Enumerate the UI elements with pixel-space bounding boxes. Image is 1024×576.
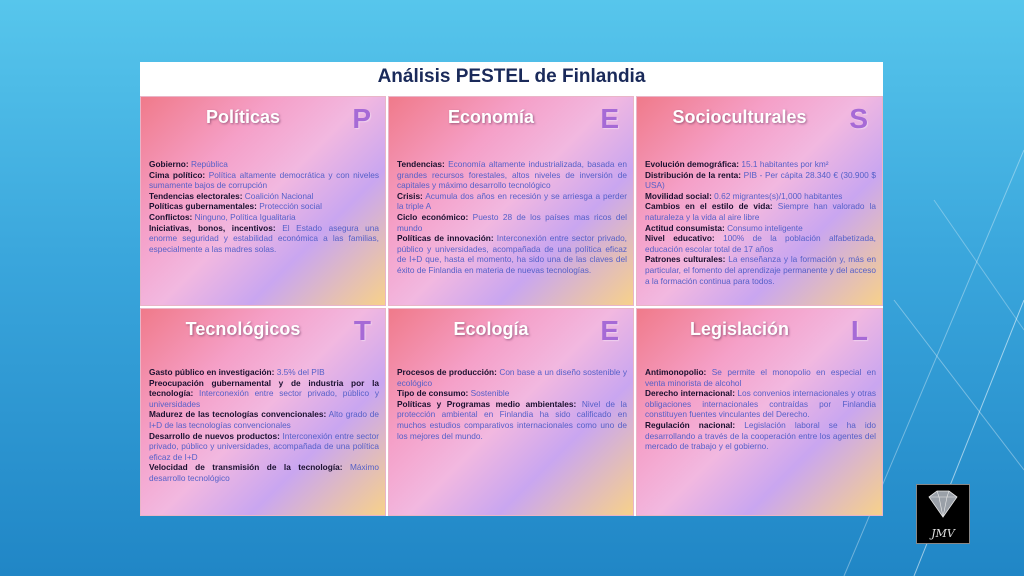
- cell-letter: T: [353, 315, 371, 346]
- cell-letter: P: [352, 103, 371, 134]
- item-key: Tendencias:: [397, 159, 445, 169]
- cell-item: [397, 191, 627, 212]
- cell-body: [397, 367, 627, 441]
- cell-title: Tecnológicos: [185, 319, 301, 339]
- cell-item: [149, 378, 379, 410]
- item-value: Alto grado de I+D de las tecnologías convencionales: [149, 409, 379, 430]
- cell-header: [141, 105, 385, 135]
- item-key: Cima político:: [149, 169, 206, 180]
- item-key: Distribución de la renta:: [645, 169, 741, 180]
- item-value: Acumula dos años en recesión y se arriesga a perder la triple A: [397, 190, 627, 212]
- cell-letter: E: [600, 103, 619, 134]
- cell-item: [149, 191, 379, 202]
- cell-item: [149, 201, 379, 212]
- item-key: Tendencias electorales:: [149, 190, 243, 201]
- item-key: Políticas gubernamentales:: [149, 201, 257, 212]
- cell-economia: [388, 96, 634, 306]
- item-key: Actitud consumista:: [645, 222, 725, 233]
- cell-item: [645, 367, 876, 388]
- cell-item: [645, 159, 876, 170]
- item-value: Consumo inteligente: [727, 222, 803, 233]
- cell-item: [149, 212, 379, 223]
- cell-item: [149, 409, 379, 430]
- item-key: Evolución demográfica:: [645, 159, 740, 169]
- cell-header: [389, 317, 633, 347]
- item-key: Políticas de innovación:: [397, 233, 494, 244]
- item-key: Crisis:: [397, 190, 423, 201]
- item-key: Iniciativas, bonos, incentivos:: [149, 222, 276, 233]
- item-key: Regulación nacional:: [645, 419, 736, 430]
- item-key: Tipo de consumo:: [397, 388, 469, 399]
- item-value: Los convenios internacionales y otras obligaciones internacionales contraídas por Finlandia constituyen fuentes vinculantes del Derecho.: [645, 388, 876, 420]
- cell-title: Políticas: [205, 107, 281, 127]
- cell-item: [645, 254, 876, 286]
- cell-politicas: [140, 96, 386, 306]
- item-key: Antimonopolio:: [645, 367, 707, 377]
- item-value: Interconexión entre sector privado, público y universidades, acompañada de una política eficaz de I+D que, hasta el momento, ha sido una de las claves del éxito de Finlandia en materia de nuevas tecnologías.: [397, 233, 627, 275]
- item-key: Madurez de las tecnologías convencionales:: [149, 409, 327, 420]
- item-value: Coalición Nacional: [244, 190, 314, 201]
- cell-title: Ecología: [453, 319, 529, 339]
- diamond-icon: [917, 485, 969, 525]
- item-key: Conflictos:: [149, 211, 193, 222]
- cell-socioculturales: [636, 96, 883, 306]
- pestel-slide: [140, 62, 883, 516]
- cell-item: [149, 223, 379, 255]
- item-value: Protección social: [259, 201, 322, 212]
- item-key: Derecho internacional:: [645, 388, 735, 399]
- cell-item: [645, 201, 876, 222]
- cell-header: [141, 317, 385, 347]
- item-value: Siempre han valorado la naturaleza y la vida al aire libre: [645, 201, 877, 222]
- item-value: Economía altamente industrializada, basada en grandes recursos forestales, altos niveles de inversión de capitales y máximo desarrollo tecnológico: [397, 159, 627, 191]
- cell-item: [645, 420, 876, 452]
- item-value: Máximo desarrollo tecnológico: [149, 462, 379, 483]
- item-key: Desarrollo de nuevos productos:: [149, 430, 280, 441]
- item-value: 100% de la población alfabetizada, educación escolar total de 17 años: [645, 233, 876, 254]
- cell-item: [645, 223, 876, 234]
- item-value: El Estado asegura una enorme seguridad y estabilidad económica a las familias, especialmente a las madres solas.: [149, 222, 380, 254]
- cell-title: Legislación: [689, 319, 790, 339]
- cell-item: [397, 159, 627, 191]
- cell-letter: S: [849, 103, 868, 134]
- item-key: Velocidad de transmisión de la tecnología:: [149, 462, 343, 473]
- cell-letter: E: [600, 315, 619, 346]
- cell-body: [149, 367, 379, 484]
- cell-legislacion: [636, 308, 883, 516]
- cell-item: [645, 233, 876, 254]
- cell-body: [645, 159, 876, 286]
- item-value: 15.1 habitantes por km²: [741, 159, 829, 169]
- item-value: República: [190, 159, 228, 169]
- cell-item: [645, 191, 876, 202]
- jmv-logo: [916, 484, 970, 544]
- item-key: Nivel educativo:: [645, 233, 715, 244]
- item-value: PIB - Per cápita 28.340 € (30.900 $ USA): [645, 169, 876, 191]
- item-value: La enseñanza y la formación y, más en particular, el fomento del aprendizaje permanente y del acceso a la formación continua para todos.: [645, 254, 876, 286]
- item-key: Gasto público en investigación:: [149, 367, 275, 377]
- slide-title: Análisis PESTEL de Finlandia: [140, 62, 883, 92]
- cell-item: [397, 367, 627, 388]
- item-key: Políticas y Programas medio ambientales:: [397, 398, 577, 409]
- cell-item: [397, 388, 627, 399]
- cell-item: [397, 233, 627, 275]
- item-value: Interconexión entre sector privado, público y universidades, acompañada de una política eficaz de I+D: [149, 430, 379, 462]
- cell-body: [149, 159, 379, 254]
- cell-header: [389, 105, 633, 135]
- cell-header: [637, 317, 882, 347]
- item-key: Ciclo económico:: [397, 211, 469, 222]
- cell-item: [397, 399, 627, 441]
- item-key: Cambios en el estilo de vida:: [645, 201, 773, 212]
- cell-header: [637, 105, 882, 135]
- logo-text: JMV: [931, 527, 955, 540]
- item-key: Movilidad social:: [645, 190, 712, 201]
- cell-letter: L: [850, 315, 868, 346]
- cell-item: [645, 170, 876, 191]
- cell-title: Economía: [447, 107, 535, 127]
- item-value: Sostenible: [470, 388, 510, 399]
- item-key: Patrones culturales:: [645, 254, 726, 265]
- cell-item: [149, 367, 379, 378]
- cell-ecologia: [388, 308, 634, 516]
- item-value: Ninguno, Política Igualitaria: [194, 211, 296, 222]
- item-value: 0.62 migrantes(s)/1,000 habitantes: [714, 190, 843, 201]
- item-key: Preocupación gubernamental y de industria por la tecnología:: [149, 377, 379, 399]
- item-key: Procesos de producción:: [397, 367, 497, 377]
- cell-item: [149, 431, 379, 463]
- item-value: Puesto 28 de los países mas ricos del mundo: [397, 211, 628, 233]
- item-value: Política altamente democrática y con niveles sumamente bajos de corrupción: [149, 169, 379, 191]
- cell-body: [645, 367, 876, 452]
- cell-item: [149, 170, 379, 191]
- cell-item: [149, 159, 379, 170]
- cell-item: [149, 462, 379, 483]
- cell-item: [397, 212, 627, 233]
- cell-body: [397, 159, 627, 276]
- item-value: Se permite el monopolio en especial en venta minorista de alcohol: [645, 367, 876, 388]
- item-value: Con base a un diseño sostenible y ecológico: [397, 367, 628, 388]
- item-key: Gobierno:: [149, 159, 189, 169]
- item-value: Legislación laboral se ha ido desarrollando a través de la cooperación entre los agentes del mercado de trabajo y el gobierno.: [645, 419, 876, 452]
- item-value: Interconexión entre sector privado, público y universidades: [149, 388, 379, 409]
- cell-title: Socioculturales: [672, 107, 807, 127]
- item-value: Nivel de la protección ambiental en Finlandia ha sido calificado en muchos estudios comparativos internacionales como uno de los mejores del mundo.: [397, 398, 627, 441]
- cell-tecnologicos: [140, 308, 386, 516]
- item-value: 3.5% del PIB: [276, 367, 325, 377]
- cell-item: [645, 388, 876, 420]
